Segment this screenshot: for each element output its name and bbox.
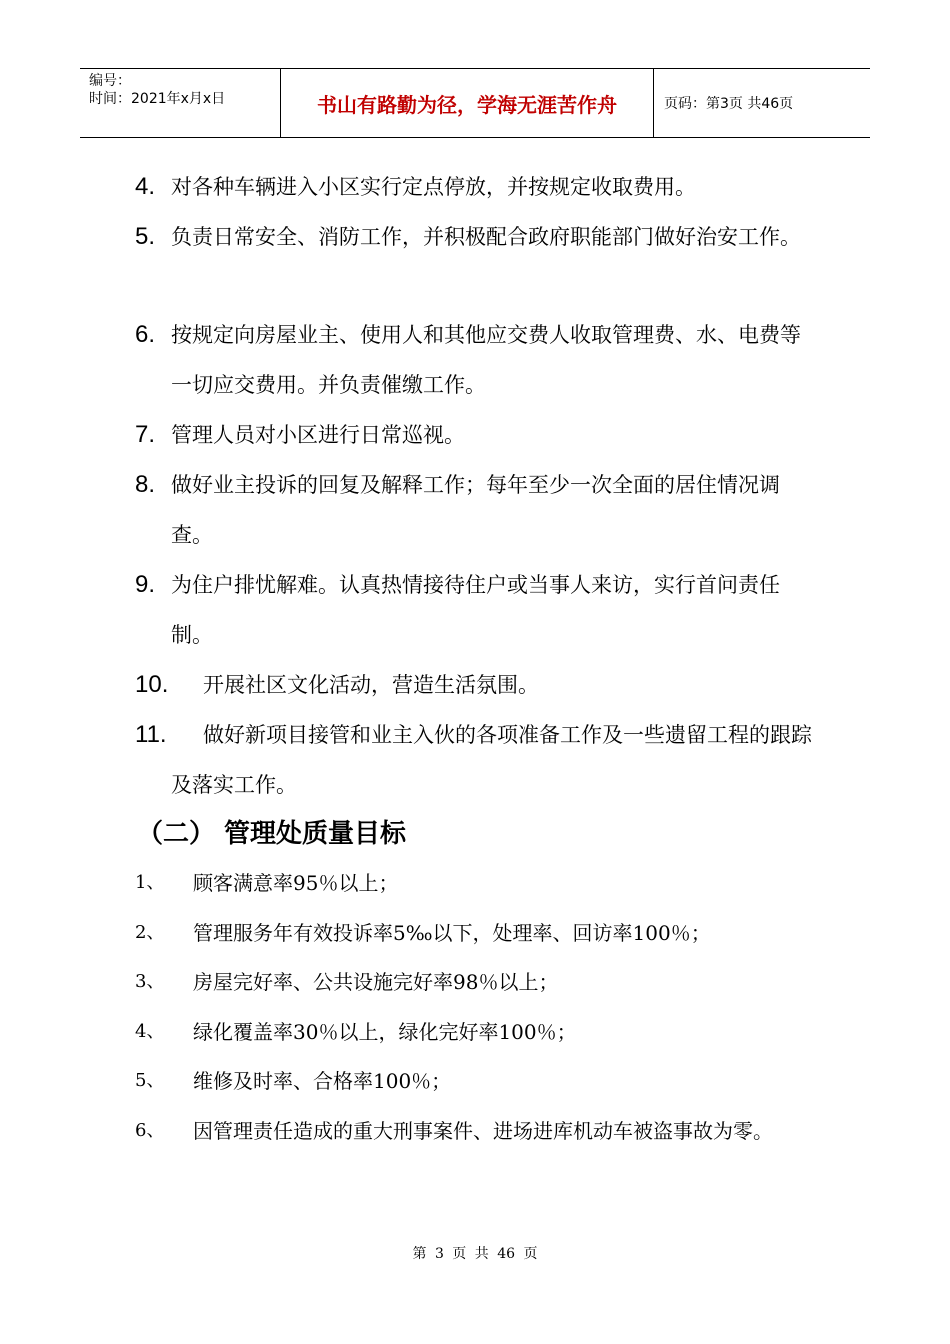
goal-number: 5、 [135, 1070, 165, 1091]
goal-number: 6、 [135, 1120, 165, 1141]
list-item-text: 做好新项目接管和业主入伙的各项准备工作及一些遗留工程的跟踪及落实工作。 [171, 723, 812, 797]
goal-number: 2、 [135, 922, 165, 943]
list-item-number: 11. [135, 721, 167, 748]
list-item [135, 660, 815, 710]
goal-text: 因管理责任造成的重大刑事案件、进场进库机动车被盗事故为零。 [193, 1119, 773, 1143]
goal-item [135, 908, 815, 958]
goal-number: 4、 [135, 1021, 165, 1042]
section-title: （二） 管理处质量目标 [137, 819, 407, 849]
list-item-number: 4. [135, 173, 156, 200]
list-item [135, 212, 815, 262]
list-item [135, 310, 815, 410]
header-meta [80, 69, 281, 137]
list-item-number: 6. [135, 321, 156, 348]
list-item-number: 8. [135, 471, 156, 498]
goal-item [135, 1106, 815, 1156]
list-item-number: 5. [135, 223, 156, 250]
document-date-label: 时间：2021年x月x日 [89, 91, 226, 107]
list-item-text: 按规定向房屋业主、使用人和其他应交费人收取管理费、水、电费等一切应交费用。并负责催缴工作。 [171, 323, 801, 397]
goal-number: 3、 [135, 971, 165, 992]
goal-item [135, 858, 815, 908]
list-item-number: 7. [135, 421, 156, 448]
list-item-text: 管理人员对小区进行日常巡视。 [171, 423, 465, 447]
goal-item [135, 957, 815, 1007]
document-number-label: 编号： [89, 73, 131, 89]
list-item [135, 410, 815, 460]
list-item-text: 开展社区文化活动，营造生活氛围。 [203, 673, 539, 697]
goal-text: 顾客满意率95％以上； [193, 871, 399, 895]
goal-number: 1、 [135, 872, 165, 893]
list-item-text: 为住户排忧解难。认真热情接待住户或当事人来访，实行首问责任制。 [171, 573, 780, 647]
list-item-text: 负责日常安全、消防工作，并积极配合政府职能部门做好治安工作。 [171, 225, 801, 249]
list-item [135, 162, 815, 212]
page-footer: 第 3 页 共 46 页 [412, 1246, 538, 1262]
list-item [135, 560, 815, 660]
goal-text: 维修及时率、合格率100％； [193, 1069, 452, 1093]
goal-text: 房屋完好率、公共设施完好率98％以上； [193, 970, 559, 994]
list-item-text: 对各种车辆进入小区实行定点停放，并按规定收取费用。 [171, 175, 696, 199]
list-item-number: 10. [135, 671, 169, 698]
document-header [80, 68, 870, 138]
goal-item [135, 1007, 815, 1057]
header-page-info: 页码：第3页 共46页 [664, 96, 794, 112]
list-item [135, 710, 815, 810]
goal-text: 绿化覆盖率30％以上，绿化完好率100％； [193, 1020, 577, 1044]
goal-text: 管理服务年有效投诉率5‰以下，处理率、回访率100％； [193, 921, 711, 945]
header-motto: 书山有路勤为径，学海无涯苦作舟 [281, 69, 654, 137]
list-item-number: 9. [135, 571, 156, 598]
goal-item [135, 1056, 815, 1106]
list-item [135, 460, 815, 560]
list-item-text: 做好业主投诉的回复及解释工作；每年至少一次全面的居住情况调查。 [171, 473, 780, 547]
